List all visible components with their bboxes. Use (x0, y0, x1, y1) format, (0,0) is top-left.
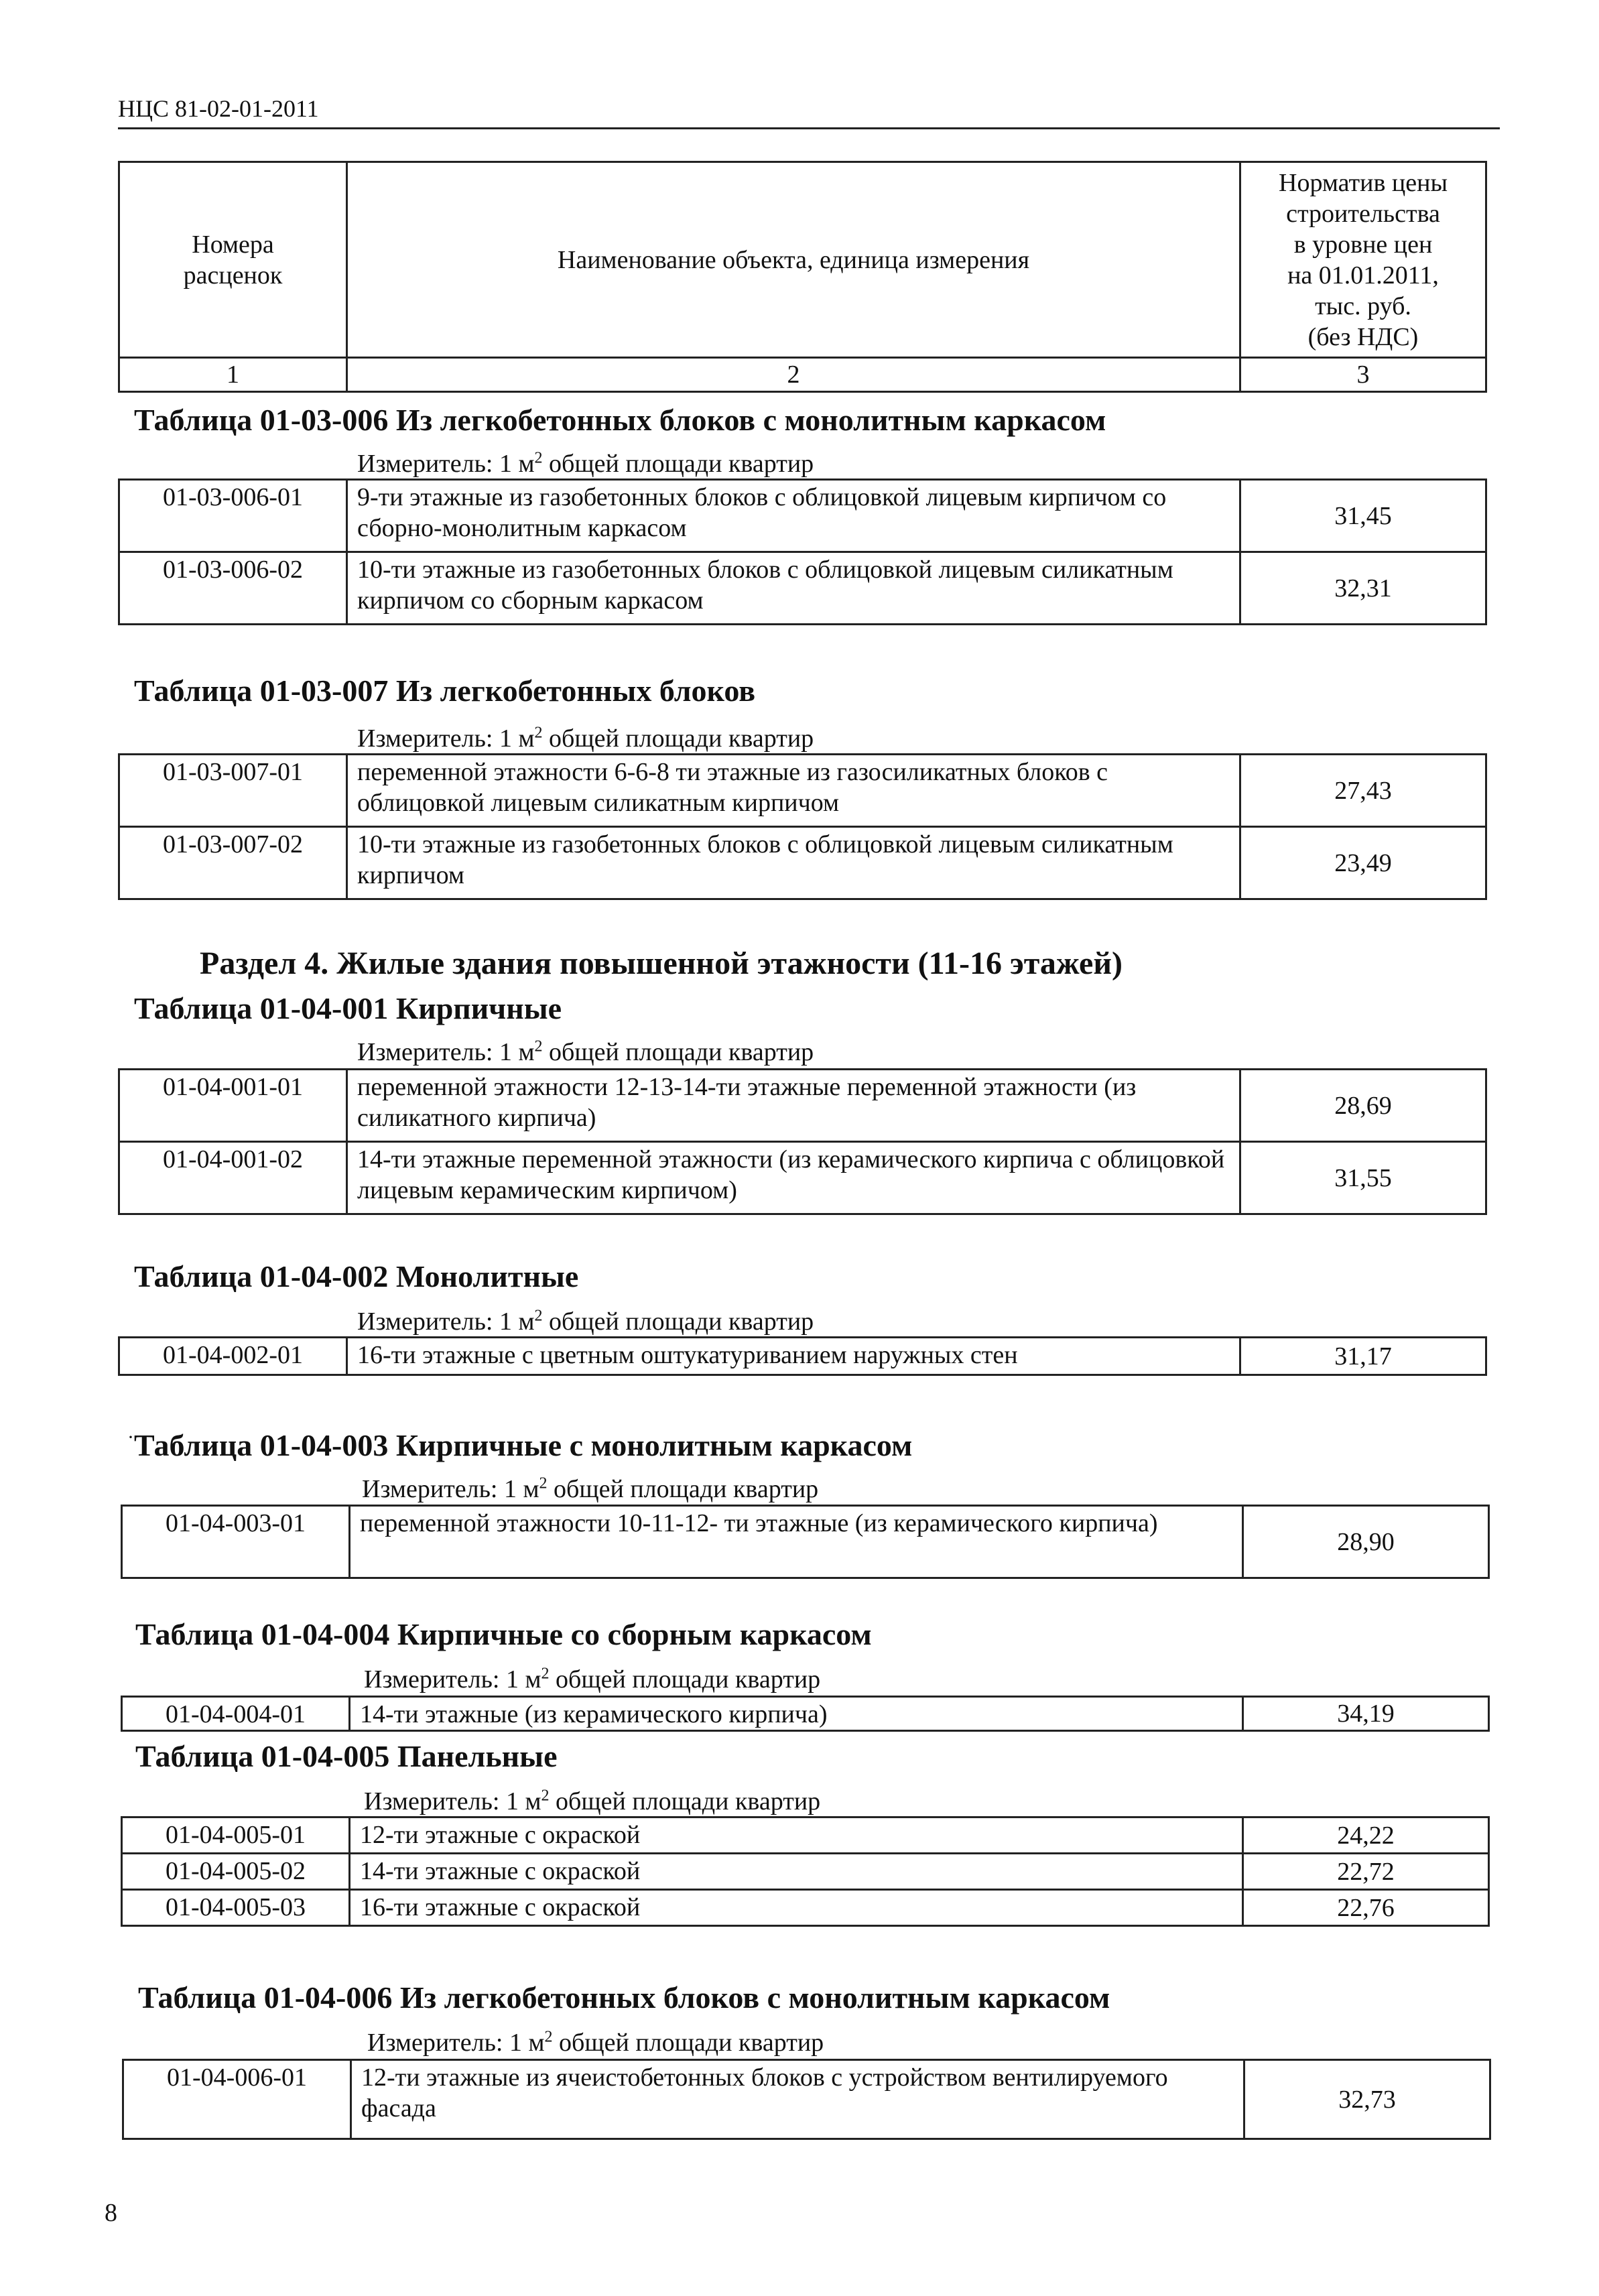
measure-prefix: Измеритель: 1 м (362, 1475, 539, 1503)
row-code: 01-04-005-02 (122, 1854, 350, 1890)
price-header-line: Норматив цены (1279, 168, 1448, 197)
measure-unit (357, 1037, 814, 1067)
row-description: переменной этажности 12-13-14-ти этажные переменной этажности (из силикатного кирпича) (347, 1070, 1240, 1142)
row-code: 01-03-007-02 (119, 827, 347, 899)
price-table (121, 1696, 1490, 1732)
column-number-1: 1 (119, 358, 347, 392)
table-row (119, 1338, 1486, 1375)
row-price: 23,49 (1240, 827, 1486, 899)
table-row (122, 1817, 1489, 1854)
row-description: 9-ти этажные из газобетонных блоков с облицовкой лицевым кирпичом со сборно-монолитным каркасом (347, 480, 1240, 552)
measure-suffix: общей площади квартир (549, 1665, 821, 1694)
measure-sup: 2 (539, 1474, 548, 1492)
column-header-codes-label: Номера расценок (183, 230, 283, 290)
row-code: 01-03-007-01 (119, 755, 347, 827)
measure-prefix: Измеритель: 1 м (357, 724, 535, 753)
measure-suffix: общей площади квартир (542, 450, 814, 478)
measure-prefix: Измеритель: 1 м (364, 1665, 541, 1694)
row-price: 31,55 (1240, 1142, 1486, 1214)
row-price: 24,22 (1243, 1817, 1489, 1854)
column-header-table (118, 161, 1487, 393)
row-code: 01-03-006-01 (119, 480, 347, 552)
row-description: 10-ти этажные из газобетонных блоков с облицовкой лицевым силикатным кирпичом (347, 827, 1240, 899)
measure-suffix: общей площади квартир (549, 1787, 821, 1815)
section-title: Раздел 4. Жилые здания повышенной этажности (11-16 этажей) (200, 946, 1123, 981)
row-code: 01-04-002-01 (119, 1338, 347, 1375)
page-number: 8 (105, 2199, 117, 2227)
table-title: Таблица 01-04-006 Из легкобетонных блоков с монолитным каркасом (138, 1980, 1110, 2015)
document-code: НЦС 81-02-01-2011 (118, 95, 319, 122)
price-header-line: (без НДС) (1307, 322, 1419, 351)
price-table (118, 1068, 1487, 1215)
measure-sup: 2 (541, 1665, 550, 1683)
measure-unit (364, 1665, 820, 1694)
row-price: 34,19 (1243, 1697, 1489, 1731)
measure-prefix: Измеритель: 1 м (357, 450, 535, 478)
price-table (118, 1336, 1487, 1376)
column-header-codes (119, 162, 347, 358)
table-title: Таблица 01-04-004 Кирпичные со сборным каркасом (135, 1617, 872, 1651)
row-description: 14-ти этажные (из керамического кирпича) (350, 1697, 1243, 1731)
measure-sup: 2 (534, 724, 543, 742)
measure-suffix: общей площади квартир (542, 1038, 814, 1066)
scan-speck: · (127, 1426, 134, 1448)
table-row (122, 1890, 1489, 1926)
measure-prefix: Измеритель: 1 м (367, 2029, 545, 2057)
price-table (121, 1505, 1490, 1579)
row-description: 16-ти этажные с цветным оштукатуриванием наружных стен (347, 1338, 1240, 1375)
row-price: 32,31 (1240, 552, 1486, 625)
column-number-3: 3 (1240, 358, 1486, 392)
measure-prefix: Измеритель: 1 м (364, 1787, 541, 1815)
measure-unit (367, 2028, 824, 2057)
table-row (119, 755, 1486, 827)
measure-sup: 2 (541, 1787, 550, 1805)
measure-unit (357, 1307, 814, 1336)
table-title: Таблица 01-04-003 Кирпичные с монолитным каркасом (134, 1428, 913, 1462)
table-row (122, 1506, 1489, 1578)
row-code: 01-03-006-02 (119, 552, 347, 625)
row-code: 01-04-003-01 (122, 1506, 350, 1578)
table-row (119, 1142, 1486, 1214)
row-description: 16-ти этажные с окраской (350, 1890, 1243, 1926)
table-title: Таблица 01-03-006 Из легкобетонных блоков с монолитным каркасом (134, 403, 1106, 437)
row-description: переменной этажности 6-6-8 ти этажные из газосиликатных блоков с облицовкой лицевым силикатным кирпичом (347, 755, 1240, 827)
measure-unit (364, 1787, 820, 1816)
row-price: 28,90 (1243, 1506, 1489, 1578)
row-code: 01-04-004-01 (122, 1697, 350, 1731)
row-description: 14-ти этажные переменной этажности (из керамического кирпича с облицовкой лицевым керамическим кирпичом) (347, 1142, 1240, 1214)
row-price: 22,76 (1243, 1890, 1489, 1926)
price-table (122, 2059, 1491, 2140)
price-table (121, 1816, 1490, 1927)
row-price: 22,72 (1243, 1854, 1489, 1890)
price-header-line: в уровне цен (1293, 230, 1433, 259)
measure-unit (357, 449, 814, 479)
row-price: 32,73 (1244, 2060, 1490, 2139)
measure-sup: 2 (544, 2028, 553, 2046)
table-title: Таблица 01-04-005 Панельные (135, 1739, 558, 1773)
table-row (123, 2060, 1490, 2139)
price-table (118, 479, 1487, 625)
measure-prefix: Измеритель: 1 м (357, 1308, 535, 1336)
price-header-line: на 01.01.2011, (1287, 261, 1439, 290)
measure-suffix: общей площади квартир (547, 1475, 819, 1503)
row-code: 01-04-001-02 (119, 1142, 347, 1214)
measure-suffix: общей площади квартир (542, 724, 814, 753)
table-row (119, 480, 1486, 552)
row-price: 27,43 (1240, 755, 1486, 827)
table-title: Таблица 01-04-001 Кирпичные (134, 991, 562, 1025)
row-description: 12-ти этажные из ячеистобетонных блоков с устройством вентилируемого фасада (351, 2060, 1244, 2139)
column-number-2: 2 (347, 358, 1240, 392)
table-row (122, 1697, 1489, 1731)
measure-sup: 2 (534, 1037, 543, 1056)
row-code: 01-04-005-03 (122, 1890, 350, 1926)
measure-unit (362, 1474, 818, 1504)
table-title: Таблица 01-04-002 Монолитные (134, 1259, 579, 1293)
measure-sup: 2 (534, 449, 543, 467)
row-price: 28,69 (1240, 1070, 1486, 1142)
header-rule (118, 127, 1500, 129)
measure-unit (357, 724, 814, 753)
table-row (119, 552, 1486, 625)
row-description: 14-ти этажные с окраской (350, 1854, 1243, 1890)
row-description: 12-ти этажные с окраской (350, 1817, 1243, 1854)
measure-sup: 2 (534, 1307, 543, 1325)
row-code: 01-04-006-01 (123, 2060, 351, 2139)
table-row (122, 1854, 1489, 1890)
column-header-price (1240, 162, 1486, 358)
row-price: 31,45 (1240, 480, 1486, 552)
row-description: переменной этажности 10-11-12- ти этажные (из керамического кирпича) (350, 1506, 1243, 1578)
measure-suffix: общей площади квартир (552, 2029, 824, 2057)
row-code: 01-04-005-01 (122, 1817, 350, 1854)
row-code: 01-04-001-01 (119, 1070, 347, 1142)
table-row (119, 827, 1486, 899)
row-description: 10-ти этажные из газобетонных блоков с облицовкой лицевым силикатным кирпичом со сборным каркасом (347, 552, 1240, 625)
measure-suffix: общей площади квартир (542, 1308, 814, 1336)
column-header-name: Наименование объекта, единица измерения (347, 162, 1240, 358)
row-price: 31,17 (1240, 1338, 1486, 1375)
price-table (118, 753, 1487, 900)
price-header-line: строительства (1286, 199, 1440, 228)
table-title: Таблица 01-03-007 Из легкобетонных блоков (134, 674, 756, 708)
price-header-line: тыс. руб. (1315, 292, 1411, 320)
table-row (119, 1070, 1486, 1142)
measure-prefix: Измеритель: 1 м (357, 1038, 535, 1066)
